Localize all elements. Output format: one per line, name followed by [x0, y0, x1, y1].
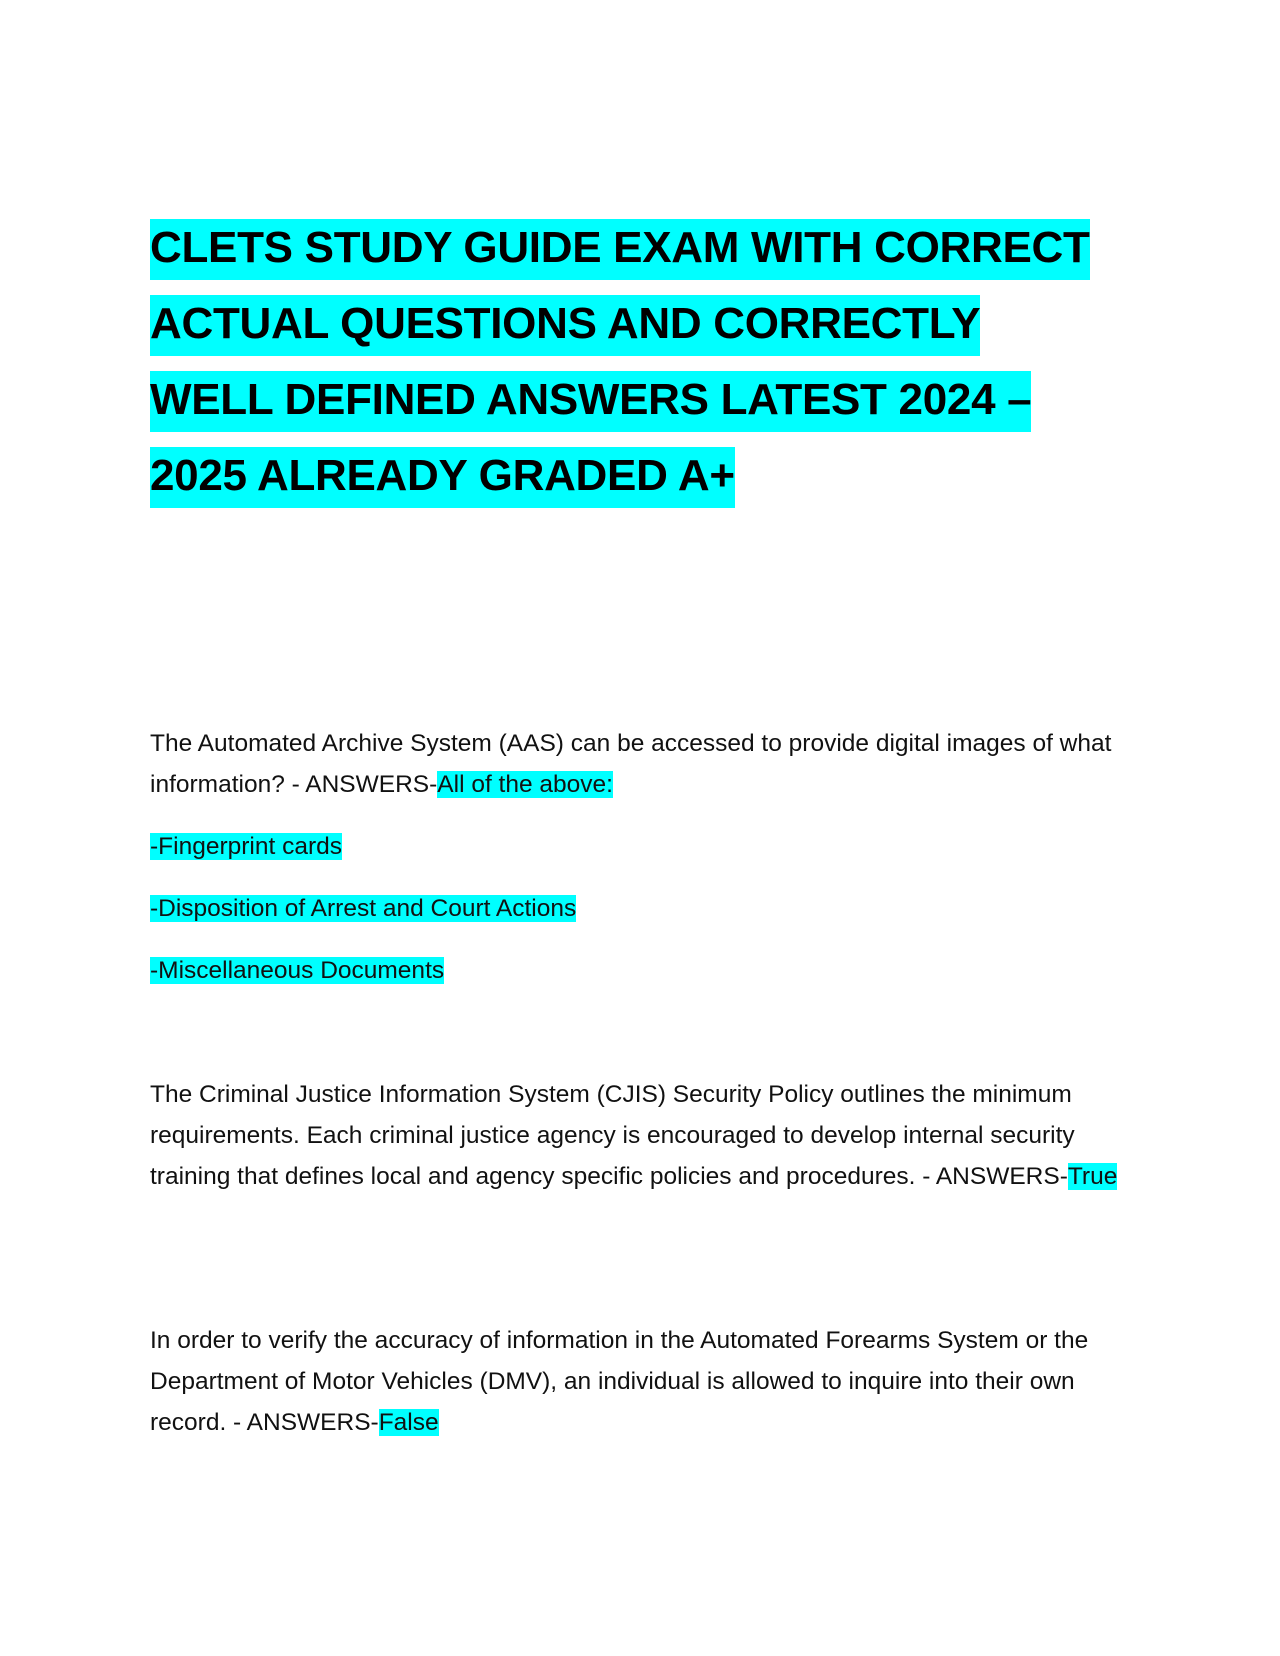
question-text — [150, 1320, 1140, 1443]
title-line: ACTUAL QUESTIONS AND CORRECTLY — [150, 286, 1150, 362]
question-prompt: The Automated Archive System (AAS) can be accessed to provide digital images of what information? - ANSWERS- — [150, 730, 1112, 798]
answer-option: -Miscellaneous Documents — [150, 957, 445, 984]
question-block-1 — [150, 723, 1140, 991]
question-text — [150, 723, 1140, 805]
document-title — [150, 210, 1150, 514]
question-block-2 — [150, 1074, 1140, 1197]
title-line: WELL DEFINED ANSWERS LATEST 2024 – — [150, 362, 1150, 438]
answer-highlight: True — [1067, 1163, 1118, 1190]
answer-option: -Fingerprint cards — [150, 833, 342, 860]
question-text — [150, 1074, 1140, 1197]
question-block-3 — [150, 1320, 1140, 1443]
question-prompt: In order to verify the accuracy of information in the Automated Forearms System or the Department of Motor Vehicles (DMV), an individual is allowed to inquire into their own record. - ANSWERS- — [150, 1327, 1089, 1436]
title-line: CLETS STUDY GUIDE EXAM WITH CORRECT — [150, 210, 1150, 286]
title-line: 2025 ALREADY GRADED A+ — [150, 438, 1150, 514]
answer-highlight: All of the above: — [437, 771, 613, 798]
question-prompt: The Criminal Justice Information System (CJIS) Security Policy outlines the minimum requirements. Each criminal justice agency is encouraged to develop internal security training that defines local and agency specific policies and procedures. - ANSWERS- — [150, 1081, 1075, 1190]
answer-highlight: False — [378, 1409, 439, 1436]
answer-option: -Disposition of Arrest and Court Actions — [150, 895, 577, 922]
